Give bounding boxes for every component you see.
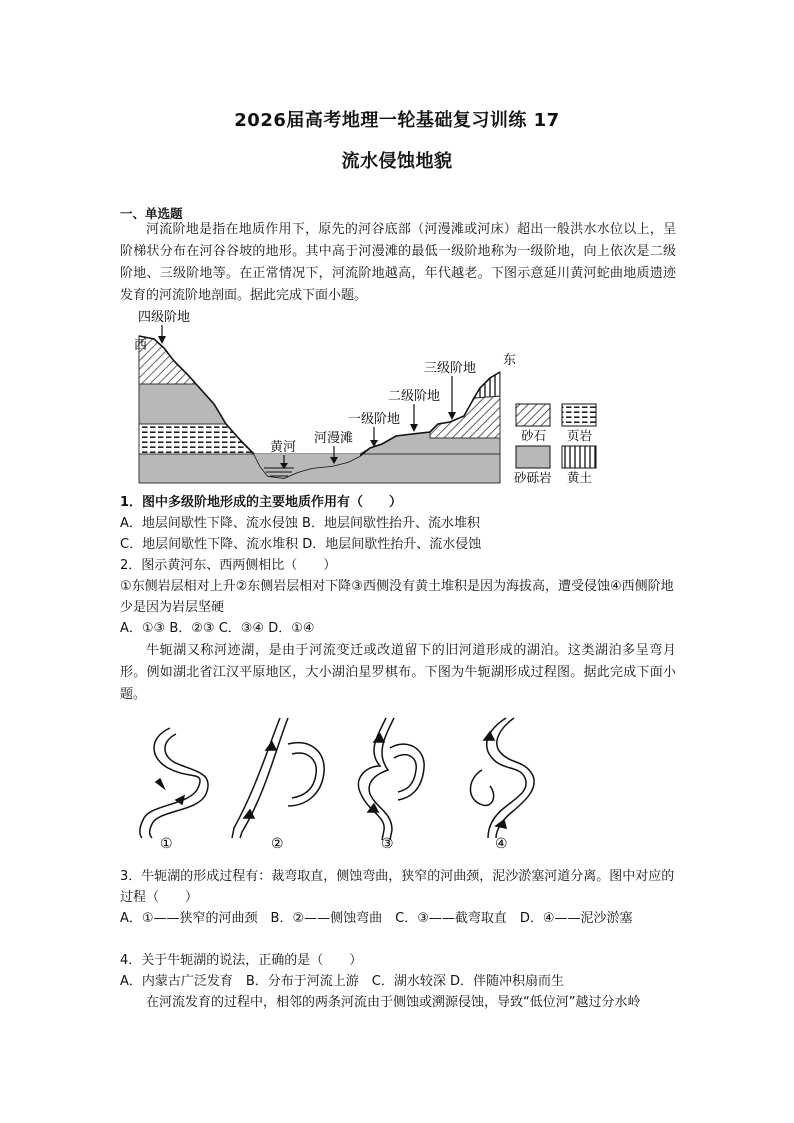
question-2-options[interactable]: A．①③ B．②③ C．③④ D．①④	[120, 621, 315, 636]
passage-oxbow-lake: 牛轭湖又称河迹湖，是由于河流变迁或改道留下的旧河道形成的湖泊。这类湖泊多呈弯月形。例如湖北省江汉平原地区，大小湖泊星罗棋布。下图为牛轭湖形成过程图。据此完成下面小题。	[120, 643, 676, 702]
stage-2-label: ②	[271, 836, 284, 852]
legend-label-sandstone: 砂石	[521, 428, 547, 443]
passage-river-capture: 在河流发育的过程中，相邻的两条河流由于侧蚀或溯源侵蚀，导致“低位河”越过分水岭	[146, 995, 641, 1010]
legend	[514, 404, 596, 485]
question-1-options-row2	[120, 534, 680, 555]
terrace4-label: 四级阶地	[138, 310, 191, 325]
question-3-options[interactable]: A．①——狭窄的河曲颈 B．②——侧蚀弯曲 C．③——截弯取直 D．④——泥沙淤塞	[120, 911, 633, 926]
legend-label-shale: 页岩	[567, 428, 593, 443]
question-2-items: ①东侧岩层相对上升②东侧岩层相对下降③西侧没有黄土堆积是因为海拔高，遭受侵蚀④西侧阶地少是因为岩层坚硬	[120, 579, 674, 615]
legend-swatch-sandstone	[516, 404, 550, 426]
terrace3-label: 三级阶地	[424, 361, 477, 376]
terrace-profile-figure	[134, 306, 604, 488]
document-title: 2026届高考地理一轮基础复习训练 17	[234, 110, 560, 131]
document-subtitle: 流水侵蚀地貌	[341, 151, 453, 172]
passage-river-terrace: 河流阶地是指在地质作用下，原先的河谷底部（河漫滩或河床）超出一般洪水水位以上，呈阶梯状分布在河谷谷坡的地形。其中高于河漫滩的最低一级阶地称为一级阶地，向上依次是二级阶地、三级阶地等。在正常情况下，河流阶地越高，年代越老。下图示意延川黄河蛇曲地质遗迹发育的河流阶地剖面。据此完成下面小题。	[120, 222, 676, 303]
sandstone-layer-east	[430, 396, 500, 438]
legend-label-conglomerate: 砂砾岩	[514, 470, 552, 485]
question-4-stem: 4．关于牛轭湖的说法，正确的是（ ）	[120, 953, 363, 968]
shale-layer	[139, 424, 254, 454]
legend-swatch-conglomerate	[516, 446, 550, 468]
stage-3-channel	[358, 718, 424, 840]
question-4-options[interactable]: A．内蒙古广泛发育 B．分布于河流上游 C．湖水较深 D．伴随冲积扇而生	[120, 974, 565, 989]
terrace2-label: 二级阶地	[388, 389, 441, 404]
stage-1-channel	[140, 728, 208, 838]
question-1-options-row1	[120, 513, 680, 534]
east-label: 东	[503, 353, 517, 368]
legend-label-loess: 黄土	[567, 470, 593, 485]
stage-3-label: ③	[381, 836, 394, 852]
question-1	[120, 492, 676, 513]
floodplain-label: 河漫滩	[314, 431, 354, 446]
river-label: 黄河	[270, 440, 297, 455]
section-heading: 一、单选题	[120, 206, 183, 221]
terrace1-label: 一级阶地	[348, 412, 401, 427]
stage-2-channel	[232, 718, 324, 838]
question-1-option-b[interactable]: B．地层间歇性抬升、流水堆积	[302, 516, 480, 531]
loess-layer-east	[474, 372, 500, 398]
question-2-stem: 2．图示黄河东、西两侧相比（ ）	[120, 558, 337, 573]
question-1-option-c[interactable]: C．地层间歇性下降、流水堆积	[120, 537, 299, 552]
legend-swatch-loess	[562, 446, 596, 468]
legend-swatch-shale	[562, 404, 596, 426]
stage-1-label: ①	[160, 836, 173, 852]
question-3-stem: 3．牛轭湖的形成过程有：裁弯取直，侧蚀弯曲，狭窄的河曲颈，泥沙淤塞河道分离。图中对应的过程（ ）	[120, 869, 675, 905]
stage-4-channel	[470, 718, 534, 838]
question-1-option-d[interactable]: D．地层间歇性抬升、流水侵蚀	[302, 537, 482, 552]
question-1-stem: 1．图中多级阶地形成的主要地质作用有（ ）	[120, 495, 403, 510]
west-label: 西	[134, 338, 148, 353]
stage-4-label: ④	[495, 836, 508, 852]
oxbow-lake-figure	[128, 708, 548, 856]
question-1-option-a[interactable]: A．地层间歇性下降、流水侵蚀	[120, 516, 298, 531]
sandstone-layer-west	[139, 336, 196, 384]
